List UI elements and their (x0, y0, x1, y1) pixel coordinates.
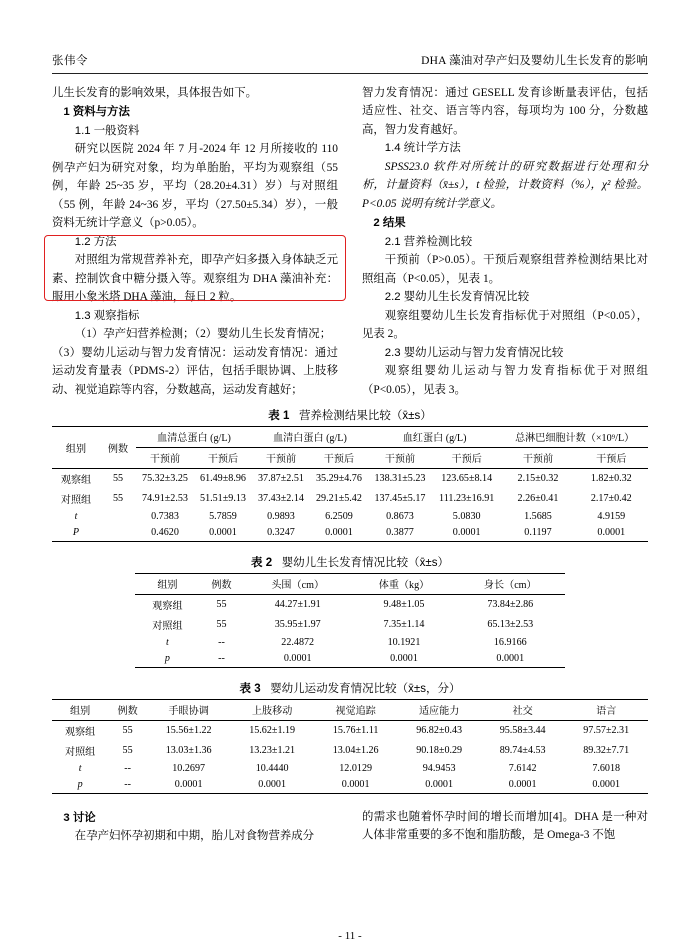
cell: 0.9893 (267, 511, 295, 523)
th-language: 语言 (564, 699, 648, 720)
table-3-caption-text: 婴幼儿运动发育情况比较（x̄±s，分） (270, 682, 461, 695)
table-1-caption-text: 营养检测结果比较（x̄±s） (298, 409, 432, 422)
table-row (135, 651, 564, 668)
heading-1-4-statistics: 1.4 统计学方法 (384, 142, 461, 155)
table-row (135, 594, 564, 615)
th-n: 例数 (108, 699, 147, 720)
cell-n: 55 (100, 468, 136, 489)
th-group: 组别 (135, 573, 199, 594)
page-content (52, 52, 648, 898)
cell-label: p (52, 777, 108, 794)
cell: 61.49±8.96 (194, 468, 252, 489)
th-sub-pre-1: 干预前 (149, 454, 181, 466)
cell: 15.76±1.11 (314, 720, 398, 741)
cell: 15.62±1.19 (230, 720, 314, 741)
page-footer (0, 930, 700, 942)
heading-2-results: 2 结果 (373, 217, 406, 230)
cell-label: 对照组 (60, 495, 92, 507)
cell: 35.29±4.76 (310, 468, 368, 489)
cell: 6.2509 (325, 511, 353, 523)
cell-n: 55 (108, 720, 147, 741)
cell: 74.91±2.53 (142, 493, 188, 505)
table-2-block (52, 554, 648, 668)
cell-n: 55 (216, 619, 227, 631)
cell: 0.0001 (147, 777, 231, 794)
th-group: 组别 (52, 426, 100, 468)
table-1-caption (52, 407, 648, 423)
tail-columns (52, 808, 648, 846)
cell: 15.56±1.22 (147, 720, 231, 741)
heading-1-materials: 1 资料与方法 (63, 106, 130, 119)
cell: 0.7383 (151, 511, 179, 523)
cell: 13.04±1.26 (332, 745, 379, 757)
page-number: - 11 - (338, 930, 362, 942)
cell: 138.31±5.23 (368, 468, 432, 489)
heading-2-1: 2.1 营养检测比较 (384, 235, 473, 248)
cell: 0.0001 (432, 525, 501, 542)
cell-label: 观察组 (52, 720, 108, 741)
cell: 111.23±16.91 (439, 493, 495, 505)
cell: 9.48±1.05 (352, 594, 456, 615)
cell: 96.82±0.43 (397, 720, 481, 741)
cell: 97.57±2.31 (564, 720, 648, 741)
paragraph-1-1: 研究以医院 2024 年 7 月-2024 年 12 月所接收的 110 例孕产妇为研究对象，均为单胎胎，平均为观察组（55 例，年龄 25~35 岁，平均（28.20±4.31）岁）与对照组（55 例，年龄 24~36 岁，平均（27.50±5.34）岁），一般资料无统计学意义（p>0.05）。 (52, 143, 338, 230)
cell: 0.0001 (310, 525, 368, 542)
cell: 123.65±8.14 (432, 468, 501, 489)
cell-label: p (135, 651, 199, 668)
th-total-protein: 血清总蛋白 (g/L) (136, 426, 252, 447)
cell: 16.9166 (493, 637, 527, 649)
cell: 0.0001 (481, 777, 565, 794)
cell-label: 观察组 (52, 468, 100, 489)
heading-1-2-methods: 1.2 方法 (74, 235, 117, 248)
th-lymphocyte: 总淋巴细胞计数（×10⁹/L） (501, 426, 648, 447)
paragraph-3-continued: 的需求也随着怀孕时间的增长而增加[4]。DHA 是一种对人体非常重要的多不饱和脂肪酸，是 Omega-3 不饱 (362, 810, 648, 842)
table-3-caption (52, 680, 648, 696)
cell: 75.32±3.25 (136, 468, 194, 489)
table-1-caption-number: 表 1 (268, 409, 290, 422)
th-social: 社交 (481, 699, 565, 720)
cell: 89.74±4.53 (499, 745, 546, 757)
cell-label: 对照组 (64, 747, 96, 759)
cell: 7.6018 (592, 763, 621, 775)
cell-n: -- (108, 777, 147, 794)
cell-n (100, 509, 136, 525)
body-columns (52, 84, 648, 399)
cell: 0.0001 (243, 651, 352, 668)
table-row (52, 741, 648, 761)
paragraph-1-3-a: （1）孕产妇营养检测；（2）婴幼儿生长发育情况； (74, 328, 332, 341)
table-3-caption-number: 表 3 (239, 682, 261, 695)
left-column (52, 84, 338, 399)
paragraph-intelligence: 智力发育情况：通过 GESELL 发育诊断量表评估，包括适应性、社交、语言等内容，每项均为 100 分，分数越高，智力发育越好。 (362, 87, 648, 136)
cell: 0.0001 (230, 777, 314, 794)
table-row (135, 635, 564, 651)
right-column (362, 84, 648, 399)
table-1-block (52, 407, 648, 542)
cell: 0.0001 (314, 777, 398, 794)
cell: 0.0001 (456, 651, 565, 668)
th-weight: 体重（kg） (352, 573, 456, 594)
paragraph-1-3-b: （3）婴幼儿运动与智力发育情况：运动发育情况：通过运动发育量表（PDMS-2）评估，包括手眼协调、上肢移动、视觉追踪等内容，分数越高，运动发育越好； (52, 346, 338, 396)
table-row (52, 489, 648, 509)
cell: 7.6142 (508, 763, 537, 775)
cell: 44.27±1.91 (243, 594, 352, 615)
heading-3-discussion: 3 讨论 (63, 811, 96, 824)
tail-left-column (52, 808, 338, 846)
cell-n: 55 (122, 745, 133, 757)
table-3 (52, 699, 648, 794)
cell-n: -- (199, 651, 243, 668)
cell-n: 55 (112, 493, 124, 505)
cell: 89.32±7.71 (583, 745, 630, 757)
heading-2-2: 2.2 婴幼儿生长发育情况比较 (384, 291, 530, 304)
cell: 1.82±0.32 (575, 468, 648, 489)
th-hemoglobin: 血红蛋白 (g/L) (368, 426, 501, 447)
cell: 7.35±1.14 (383, 619, 425, 631)
th-n: 例数 (199, 573, 243, 594)
table-2-caption-number: 表 2 (251, 556, 273, 569)
th-sub-pre-2: 干预前 (265, 454, 297, 466)
th-hand-eye: 手眼协调 (147, 699, 231, 720)
table-2-caption (52, 554, 648, 570)
paragraph-2-1: 干预前（P>0.05）。干预后观察组营养检测结果比对照组高（P<0.05），见表 1。 (362, 254, 648, 285)
cell: 37.43±2.14 (258, 493, 304, 505)
th-adaptability: 适应能力 (397, 699, 481, 720)
cell: 37.87±2.51 (252, 468, 310, 489)
th-upper-limb: 上肢移动 (230, 699, 314, 720)
cell-label: t (78, 763, 82, 775)
th-group: 组别 (52, 699, 108, 720)
cell: 0.0001 (352, 651, 456, 668)
cell-n (100, 525, 136, 542)
cell: 35.95±1.97 (274, 619, 321, 631)
cell: 5.7859 (209, 511, 237, 523)
cell: 94.9453 (422, 763, 456, 775)
table-row (135, 615, 564, 635)
cell: 22.4872 (281, 637, 315, 649)
cell: 12.0129 (339, 763, 373, 775)
table-row (52, 509, 648, 525)
cell: 13.23±1.21 (249, 745, 296, 757)
table-2 (135, 573, 564, 668)
cell-n: 55 (199, 594, 243, 615)
cell: 0.8673 (386, 511, 414, 523)
th-head-circ: 头围（cm） (243, 573, 352, 594)
cell: 0.0001 (194, 525, 252, 542)
table-1 (52, 426, 648, 542)
th-albumin: 血清白蛋白 (g/L) (252, 426, 368, 447)
cell-label: 观察组 (135, 594, 199, 615)
paragraph-1-4: SPSS23.0 软件对所统计的研究数据进行处理和分析，计量资料（x̄±s），t 检验，计数资料（%），χ² 检验。P<0.05 说明有统计学意义。 (362, 160, 648, 210)
table-row (52, 720, 648, 741)
cell: 0.0001 (575, 525, 648, 542)
cell: 10.2697 (172, 763, 206, 775)
running-head-title: DHA 藻油对孕产妇及婴幼儿生长发育的影响 (421, 55, 648, 67)
heading-2-3: 2.3 婴幼儿运动与智力发育情况比较 (384, 346, 564, 359)
table-row (52, 777, 648, 794)
cell-label: t (74, 511, 78, 523)
cell: 2.17±0.42 (590, 493, 632, 505)
table-row (52, 525, 648, 542)
running-head-author: 张伟令 (52, 55, 88, 67)
cell-label: P (52, 525, 100, 542)
paragraph-2-2: 观察组婴幼儿生长发育指标优于对照组（P<0.05），见表 2。 (362, 309, 648, 341)
cell: 95.58±3.44 (481, 720, 565, 741)
cell: 1.5685 (524, 511, 552, 523)
cell: 137.45±5.17 (374, 493, 426, 505)
cell-label: 对照组 (152, 621, 183, 633)
cell: 29.21±5.42 (315, 493, 362, 505)
cell: 0.4620 (136, 525, 194, 542)
cell: 90.18±0.29 (416, 745, 463, 757)
th-n: 例数 (100, 426, 136, 468)
cell: 0.0001 (564, 777, 648, 794)
paragraph-1-2: 对照组为常规营养补充，即孕产妇多摄入身体缺乏元素、控制饮食中糖分摄入等。观察组为 DHA 藻油补充：服用小象米塔 DHA 藻油，每日 2 粒。 (52, 254, 338, 304)
th-sub-post-3: 干预后 (451, 454, 482, 466)
tail-right-column (362, 808, 648, 846)
th-sub-post-2: 干预后 (323, 454, 355, 466)
cell: 0.0001 (397, 777, 481, 794)
left-lead-paragraph: 儿生长发育的影响效果，具体报告如下。 (52, 87, 258, 99)
cell: 4.9159 (597, 511, 626, 523)
cell: 65.13±2.53 (487, 619, 534, 631)
paragraph-2-3: 观察组婴幼儿运动与智力发育指标优于对照组（P<0.05），见表 3。 (362, 365, 648, 396)
cell: 5.0830 (452, 511, 481, 523)
table-2-caption-text: 婴幼儿生长发育情况比较（x̄±s） (281, 556, 449, 569)
heading-1-1-general: 1.1 一般资料 (74, 124, 140, 137)
table-3-block (52, 680, 648, 794)
cell: 10.4440 (255, 763, 289, 775)
cell: 2.26±0.41 (517, 493, 559, 505)
th-sub-post-4: 干预后 (596, 454, 627, 466)
table-row (52, 468, 648, 489)
cell: 0.3877 (368, 525, 432, 542)
cell: 0.1197 (501, 525, 574, 542)
cell-label: t (166, 637, 169, 649)
table-row (52, 761, 648, 777)
cell: 73.84±2.86 (456, 594, 565, 615)
cell: 51.51±9.13 (200, 493, 246, 505)
running-head (52, 52, 648, 74)
cell: 2.15±0.32 (501, 468, 574, 489)
cell: 0.3247 (252, 525, 310, 542)
heading-1-3-indicators: 1.3 观察指标 (74, 309, 140, 322)
cell-n: -- (218, 637, 225, 649)
cell: 13.03±1.36 (165, 745, 212, 757)
th-sub-post-1: 干预后 (207, 454, 239, 466)
th-visual-tracking: 视觉追踪 (314, 699, 398, 720)
th-sub-pre-3: 干预前 (384, 454, 416, 466)
paragraph-3-discussion: 在孕产妇怀孕初期和中期，胎儿对食物营养成分 (74, 830, 315, 843)
cell: 10.1921 (387, 637, 421, 649)
th-sub-pre-4: 干预前 (522, 454, 554, 466)
cell-n: -- (124, 763, 131, 775)
th-length: 身长（cm） (456, 573, 565, 594)
